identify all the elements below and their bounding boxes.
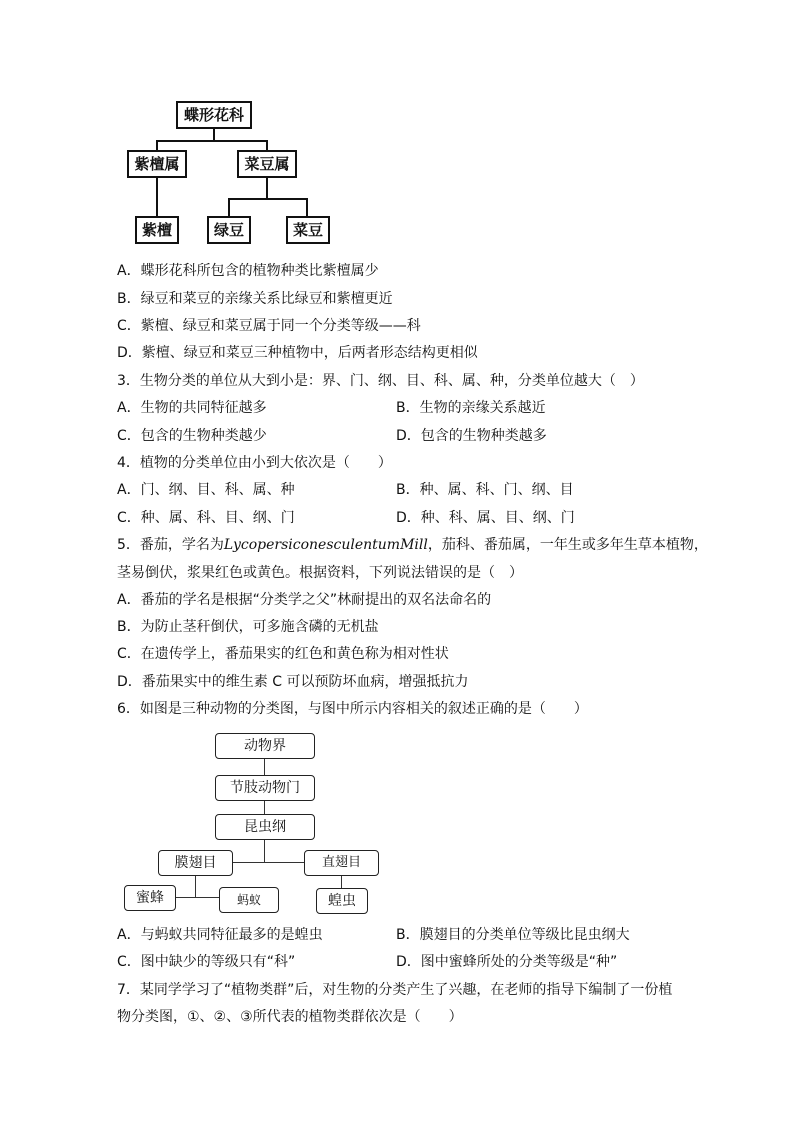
node-species-c: 菜豆 <box>286 216 330 244</box>
node-right-genus: 菜豆属 <box>237 150 297 178</box>
node-species-b: 绿豆 <box>207 216 251 244</box>
q5-stem-line2: 茎易倒伏，浆果红色或黄色。根据资料，下列说法错误的是（ ） <box>117 565 523 581</box>
q3-stem: 3．生物分类的单位从大到小是：界、门、纲、目、科、属、种，分类单位越大（ ） <box>117 373 644 389</box>
node-order-right: 直翅目 <box>304 850 379 876</box>
q6-option-c: C．图中缺少的等级只有“科” <box>117 954 296 970</box>
q4-stem: 4．植物的分类单位由小到大依次是（ ） <box>117 455 392 471</box>
q4-option-a: A．门、纲、目、科、属、种 <box>117 482 295 498</box>
q7-stem-line2: 物分类图，①、②、③所代表的植物类群依次是（ ） <box>117 1009 463 1025</box>
node-species-a: 紫檀 <box>135 216 179 244</box>
q3-option-a: A．生物的共同特征越多 <box>117 400 267 416</box>
node-left-genus: 紫檀属 <box>127 150 187 178</box>
node-ant: 蚂蚁 <box>219 887 279 913</box>
q5-stem-post: ，茄科、番茄属，一年生或多年生草本植物， <box>427 537 708 553</box>
q5-scientific-name: LycopersiconesculentumMill <box>223 537 428 553</box>
node-class: 昆虫纲 <box>215 814 315 840</box>
q5-option-a: A．番茄的学名是根据“分类学之父”林耐提出的双名法命名的 <box>117 592 492 608</box>
node-locust: 蝗虫 <box>316 888 368 914</box>
q6-option-d: D．图中蜜蜂所处的分类等级是“种” <box>396 954 618 970</box>
node-order-left: 膜翅目 <box>158 850 233 876</box>
q2-option-c: C．紫檀、绿豆和菜豆属于同一个分类等级——科 <box>117 318 421 334</box>
q5-option-b: B．为防止茎秆倒伏，可多施含磷的无机盐 <box>117 619 379 635</box>
node-phylum: 节肢动物门 <box>215 775 315 801</box>
q5-option-d: D．番茄果实中的维生素 C 可以预防坏血病，增强抵抗力 <box>117 674 469 690</box>
q6-stem: 6．如图是三种动物的分类图，与图中所示内容相关的叙述正确的是（ ） <box>117 701 588 717</box>
q3-option-b: B．生物的亲缘关系越近 <box>396 400 546 416</box>
q5-option-c: C．在遗传学上，番茄果实的红色和黄色称为相对性状 <box>117 646 449 662</box>
q4-option-b: B．种、属、科、门、纲、目 <box>396 482 574 498</box>
q2-option-d: D．紫檀、绿豆和菜豆三种植物中，后两者形态结构更相似 <box>117 345 478 361</box>
q3-option-d: D．包含的生物种类越多 <box>396 428 547 444</box>
q6-option-a: A．与蚂蚁共同特征最多的是蝗虫 <box>117 927 323 943</box>
node-kingdom: 动物界 <box>215 733 315 759</box>
q2-option-b: B．绿豆和菜豆的亲缘关系比绿豆和紫檀更近 <box>117 291 393 307</box>
q3-option-c: C．包含的生物种类越少 <box>117 428 267 444</box>
q4-option-c: C．种、属、科、目、纲、门 <box>117 510 295 526</box>
q7-stem-line1: 7．某同学学习了“植物类群”后，对生物的分类产生了兴趣，在老师的指导下编制了一份植 <box>117 982 673 998</box>
node-bee: 蜜蜂 <box>124 885 176 911</box>
q2-option-a: A．蝶形花科所包含的植物种类比紫檀属少 <box>117 263 379 279</box>
q5-stem-pre: 5．番茄，学名为 <box>117 537 224 553</box>
node-root: 蝶形花科 <box>176 101 252 129</box>
q5-stem-line1 <box>117 536 708 554</box>
q6-option-b: B．膜翅目的分类单位等级比昆虫纲大 <box>396 927 630 943</box>
q4-option-d: D．种、科、属、目、纲、门 <box>396 510 575 526</box>
